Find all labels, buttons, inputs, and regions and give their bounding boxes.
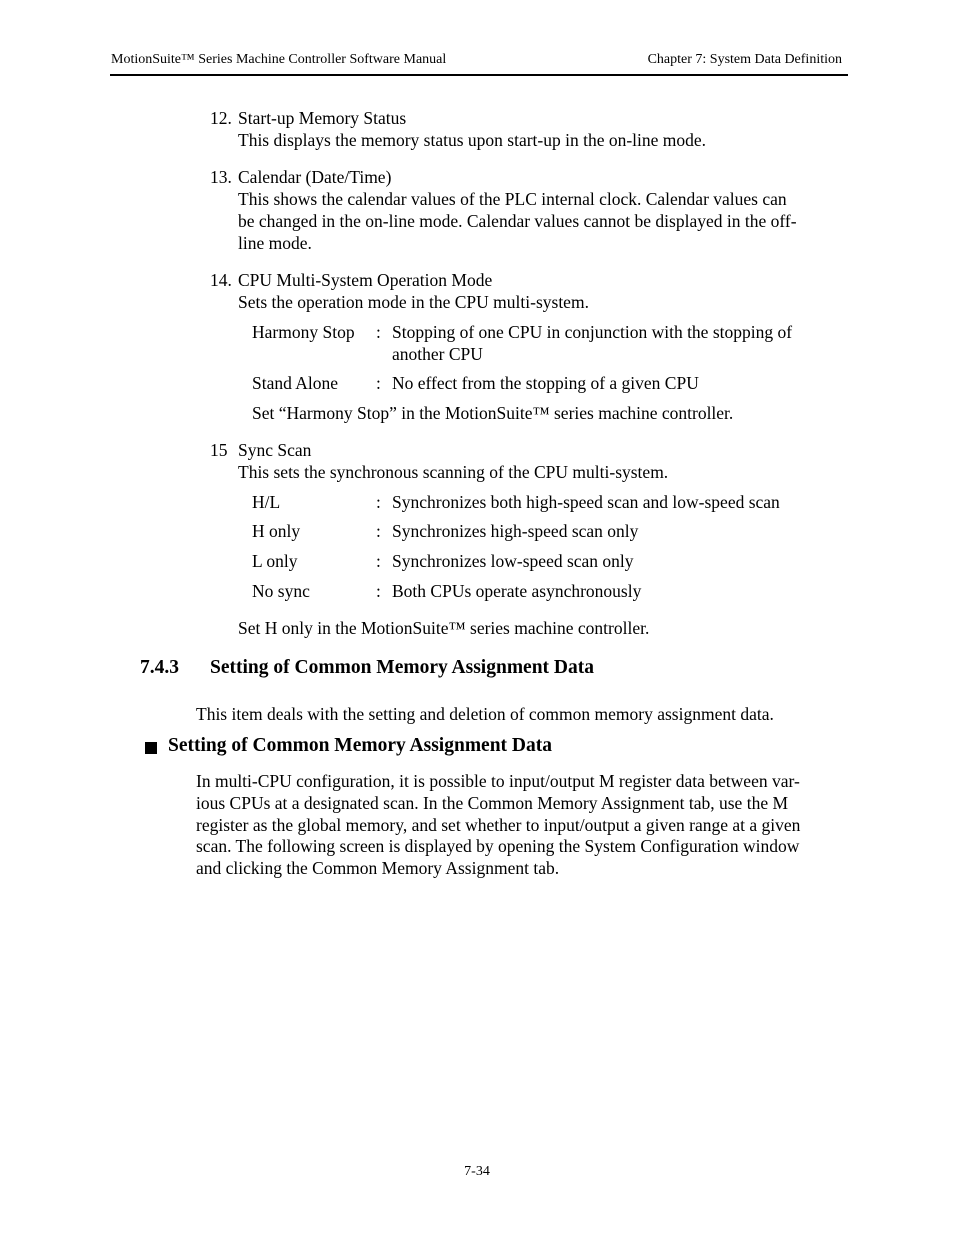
option-description: Synchronizes high-speed scan only	[392, 521, 639, 541]
option-term: H/L	[252, 492, 281, 512]
option-separator: :	[376, 581, 381, 601]
header-rule	[110, 74, 848, 76]
option-description: No effect from the stopping of a given CPU	[392, 373, 699, 393]
item-14-number: 14.	[210, 270, 232, 290]
item-15-number: 15	[210, 440, 228, 460]
square-bullet-icon	[145, 741, 157, 759]
option-term: Stand Alone	[252, 373, 339, 393]
subsection-title: Setting of Common Memory Assignment Data	[168, 735, 553, 756]
running-header-title: MotionSuite™ Series Machine Controller Software Manual	[111, 52, 447, 67]
item-13-line: line mode.	[238, 233, 312, 253]
option-term: H only	[252, 521, 301, 541]
option-term: Harmony Stop	[252, 322, 355, 342]
running-header-chapter: Chapter 7: System Data Definition	[647, 52, 842, 67]
subsection-paragraph-line: In multi-CPU configuration, it is possible to input/output M register data between var-	[196, 771, 800, 791]
option-separator: :	[376, 492, 381, 512]
item-15-note: Set H only in the MotionSuite™ series machine controller.	[238, 618, 650, 638]
option-description: Synchronizes low-speed scan only	[392, 551, 634, 571]
item-15-title: Sync Scan	[238, 440, 312, 460]
item-15-description: This sets the synchronous scanning of the CPU multi-system.	[238, 462, 669, 482]
option-term: No sync	[252, 581, 310, 601]
item-12-number: 12.	[210, 108, 232, 128]
option-description: another CPU	[392, 344, 483, 364]
page-number: 7-34	[464, 1164, 490, 1179]
subsection-paragraph-line: scan. The following screen is displayed by opening the System Configuration window	[196, 836, 800, 856]
section-title: Setting of Common Memory Assignment Data	[210, 657, 595, 678]
item-13-line: be changed in the on-line mode. Calendar values cannot be displayed in the off-	[238, 211, 797, 231]
item-13-number: 13.	[210, 167, 232, 187]
option-separator: :	[376, 551, 381, 571]
option-description: Stopping of one CPU in conjunction with the stopping of	[392, 322, 793, 342]
option-separator: :	[376, 373, 381, 393]
item-14-title: CPU Multi-System Operation Mode	[238, 270, 493, 290]
item-14-description: Sets the operation mode in the CPU multi-system.	[238, 292, 589, 312]
option-term: L only	[252, 551, 298, 571]
item-12-title: Start-up Memory Status	[238, 108, 407, 128]
item-13-line: This shows the calendar values of the PLC internal clock. Calendar values can	[238, 189, 787, 209]
option-description: Synchronizes both high-speed scan and low-speed scan	[392, 492, 780, 512]
section-number: 7.4.3	[140, 657, 179, 678]
item-12-description: This displays the memory status upon start-up in the on-line mode.	[238, 130, 707, 150]
subsection-paragraph-line: register as the global memory, and set whether to input/output a given range at a given	[196, 815, 801, 835]
subsection-paragraph-line: ious CPUs at a designated scan. In the Common Memory Assignment tab, use the M	[196, 793, 789, 813]
item-14-note: Set “Harmony Stop” in the MotionSuite™ series machine controller.	[252, 403, 734, 423]
item-13-title: Calendar (Date/Time)	[238, 167, 392, 187]
section-intro: This item deals with the setting and deletion of common memory assignment data.	[196, 704, 774, 724]
option-description: Both CPUs operate asynchronously	[392, 581, 642, 601]
option-separator: :	[376, 521, 381, 541]
subsection-paragraph-line: and clicking the Common Memory Assignment tab.	[196, 858, 560, 878]
option-separator: :	[376, 322, 381, 342]
